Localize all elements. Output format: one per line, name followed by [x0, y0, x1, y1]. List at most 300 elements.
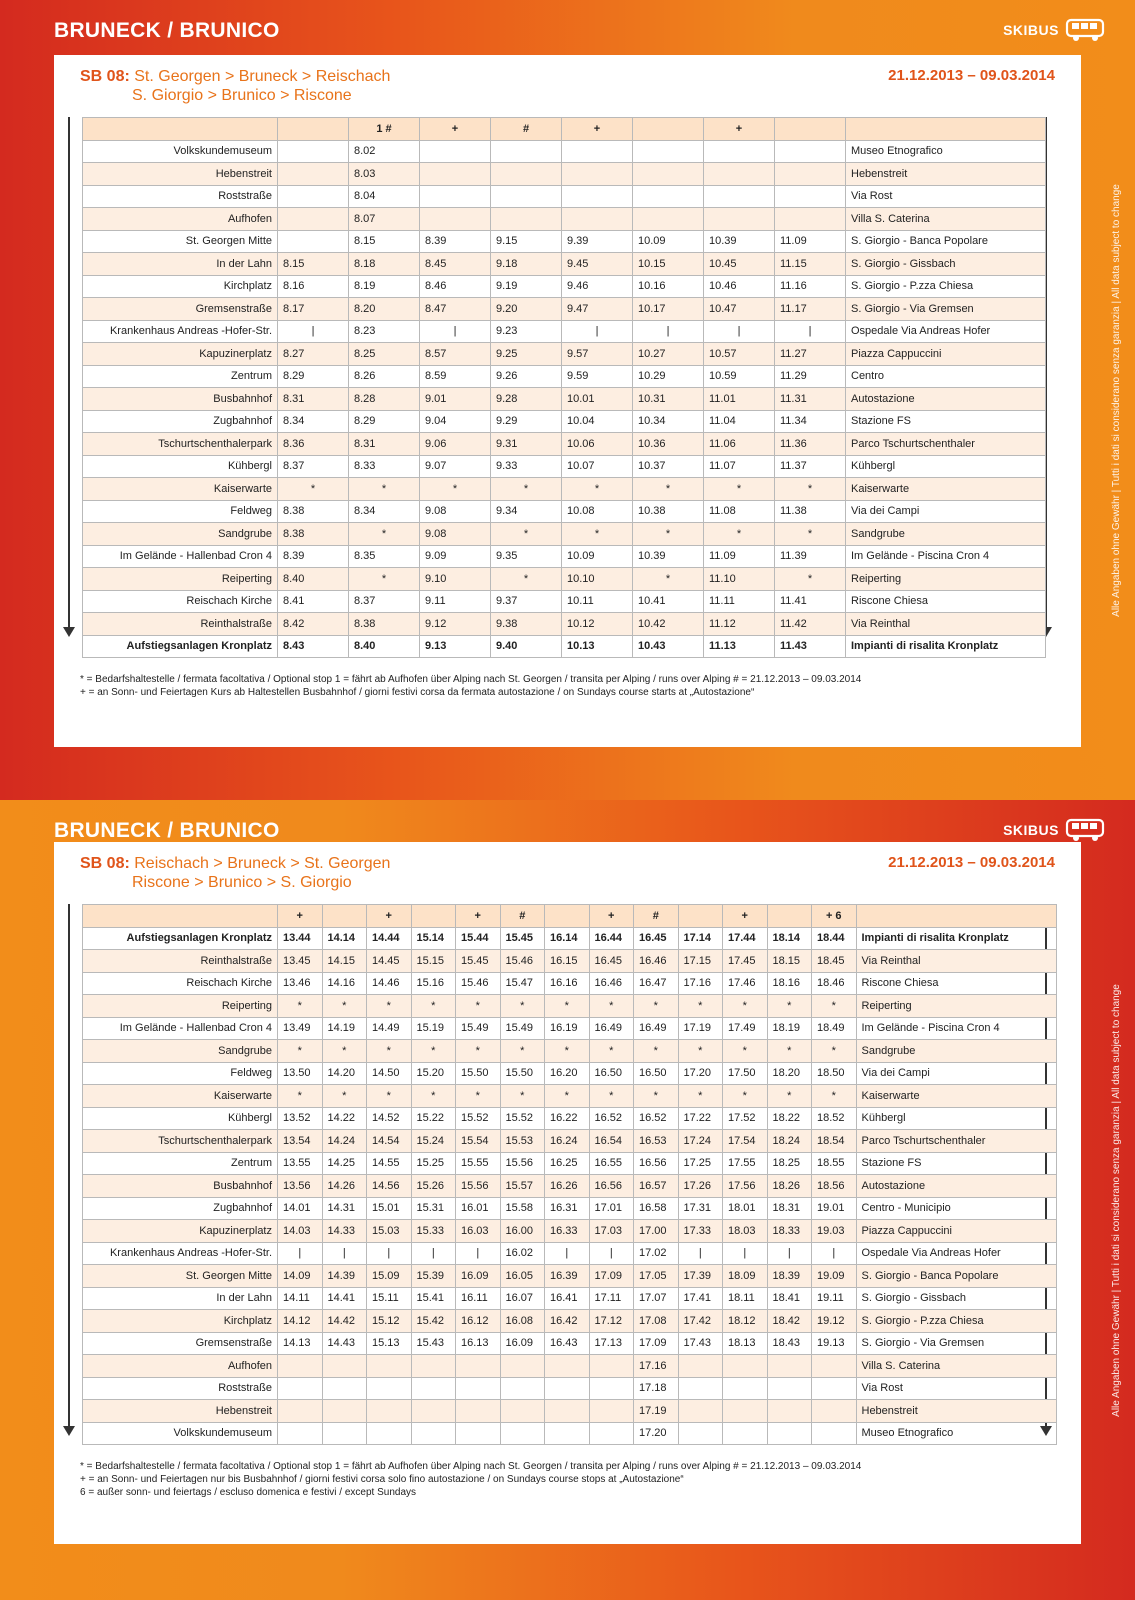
departure-time: 11.12 — [704, 613, 775, 636]
departure-time — [456, 1355, 501, 1378]
departure-time: 8.39 — [420, 230, 491, 253]
departure-time: 8.25 — [349, 343, 420, 366]
departure-time: * — [491, 523, 562, 546]
stop-name-it: Reiperting — [856, 995, 1056, 1018]
departure-time: | — [545, 1242, 590, 1265]
timetable-panel-2 — [0, 800, 1135, 1600]
departure-time: 17.25 — [678, 1152, 723, 1175]
departure-time: 11.39 — [775, 545, 846, 568]
table-row — [83, 1332, 1057, 1355]
departure-time: 9.13 — [420, 635, 491, 658]
departure-time — [775, 140, 846, 163]
departure-time: 10.34 — [633, 410, 704, 433]
stop-name-it: S. Giorgio - Via Gremsen — [846, 298, 1046, 321]
column-marker: + — [704, 118, 775, 141]
column-marker: # — [500, 905, 545, 928]
departure-time — [562, 208, 633, 231]
departure-time: 10.15 — [633, 253, 704, 276]
departure-time: 17.02 — [634, 1242, 679, 1265]
departure-time: 14.44 — [367, 927, 412, 950]
stop-name-de: Kaiserwarte — [83, 478, 278, 501]
departure-time: 8.16 — [278, 275, 349, 298]
brand-logo — [1003, 18, 1107, 42]
departure-time: 11.31 — [775, 388, 846, 411]
departure-time: 15.12 — [367, 1310, 412, 1333]
departure-time — [767, 1422, 812, 1445]
stop-name-it: Hebenstreit — [856, 1400, 1056, 1423]
departure-time — [278, 185, 349, 208]
departure-time: 14.22 — [322, 1107, 367, 1130]
column-marker: + — [723, 905, 768, 928]
departure-time: 16.09 — [500, 1332, 545, 1355]
departure-time: 17.20 — [634, 1422, 679, 1445]
departure-time: 16.46 — [589, 972, 634, 995]
departure-time: 10.45 — [704, 253, 775, 276]
departure-time: 9.31 — [491, 433, 562, 456]
departure-time: 10.04 — [562, 410, 633, 433]
departure-time: 18.01 — [723, 1197, 768, 1220]
stop-name-it: Museo Etnografico — [846, 140, 1046, 163]
departure-time — [775, 163, 846, 186]
departure-time: 18.39 — [767, 1265, 812, 1288]
departure-time: 9.10 — [420, 568, 491, 591]
departure-time: 15.39 — [411, 1265, 456, 1288]
departure-time: 16.58 — [634, 1197, 679, 1220]
departure-time — [812, 1377, 857, 1400]
departure-time: 9.28 — [491, 388, 562, 411]
table-row — [83, 140, 1046, 163]
departure-time: 10.59 — [704, 365, 775, 388]
stop-name-it: Via Reinthal — [846, 613, 1046, 636]
departure-time: 10.43 — [633, 635, 704, 658]
departure-time: 10.31 — [633, 388, 704, 411]
departure-time: * — [349, 523, 420, 546]
column-marker — [545, 905, 590, 928]
column-marker: + — [589, 905, 634, 928]
departure-time: 9.18 — [491, 253, 562, 276]
departure-time: 15.13 — [367, 1332, 412, 1355]
departure-time: 17.12 — [589, 1310, 634, 1333]
departure-time: 8.47 — [420, 298, 491, 321]
departure-time: 16.22 — [545, 1107, 590, 1130]
departure-time: 15.49 — [500, 1017, 545, 1040]
stop-name-it: Piazza Cappuccini — [856, 1220, 1056, 1243]
stop-name-it: Via Rost — [856, 1377, 1056, 1400]
departure-time: * — [456, 1085, 501, 1108]
stop-name-de: Aufstiegsanlagen Kronplatz — [83, 635, 278, 658]
stop-name-it: Ospedale Via Andreas Hofer — [846, 320, 1046, 343]
departure-time: 16.13 — [456, 1332, 501, 1355]
timetable-table — [82, 904, 1057, 1445]
departure-time: 10.01 — [562, 388, 633, 411]
departure-time: * — [767, 1085, 812, 1108]
departure-time: 16.02 — [500, 1242, 545, 1265]
departure-time: * — [767, 995, 812, 1018]
column-marker: + — [420, 118, 491, 141]
table-header-row — [83, 118, 1046, 141]
table-row — [83, 1107, 1057, 1130]
departure-time — [500, 1377, 545, 1400]
departure-time — [545, 1400, 590, 1423]
stop-name-it: Piazza Cappuccini — [846, 343, 1046, 366]
departure-time: 16.12 — [456, 1310, 501, 1333]
disclaimer-side-note: Alle Angaben ohne Gewähr | Tutti i dati si considerano senza garanzia | All data subject to change — [1110, 983, 1122, 1417]
departure-time — [322, 1377, 367, 1400]
departure-time: 16.33 — [545, 1220, 590, 1243]
table-row — [83, 950, 1057, 973]
stop-name-it: Via dei Campi — [846, 500, 1046, 523]
departure-time: 9.09 — [420, 545, 491, 568]
table-row — [83, 163, 1046, 186]
departure-time: 15.03 — [367, 1220, 412, 1243]
departure-time: 18.43 — [767, 1332, 812, 1355]
departure-time: | — [456, 1242, 501, 1265]
departure-time: 16.25 — [545, 1152, 590, 1175]
departure-time: 16.00 — [500, 1220, 545, 1243]
departure-time: 10.17 — [633, 298, 704, 321]
departure-time: * — [678, 1040, 723, 1063]
departure-time: 9.08 — [420, 500, 491, 523]
departure-time: 14.11 — [278, 1287, 323, 1310]
departure-time: * — [562, 478, 633, 501]
departure-time: 10.39 — [633, 545, 704, 568]
departure-time: 15.20 — [411, 1062, 456, 1085]
stop-name-it: Impianti di risalita Kronplatz — [856, 927, 1056, 950]
stop-name-de: Aufhofen — [83, 208, 278, 231]
stop-name-it: Kaiserwarte — [846, 478, 1046, 501]
departure-time: 10.38 — [633, 500, 704, 523]
departure-time — [456, 1400, 501, 1423]
departure-time — [411, 1400, 456, 1423]
departure-time: | — [723, 1242, 768, 1265]
departure-time: * — [367, 995, 412, 1018]
route-code: SB 08: — [80, 68, 130, 85]
departure-time: 15.56 — [500, 1152, 545, 1175]
table-row — [83, 972, 1057, 995]
departure-time: 14.54 — [367, 1130, 412, 1153]
departure-time: * — [634, 1040, 679, 1063]
departure-time: 10.29 — [633, 365, 704, 388]
timetable-table — [82, 117, 1046, 658]
departure-time: 18.19 — [767, 1017, 812, 1040]
table-row — [83, 1265, 1057, 1288]
departure-time: 8.26 — [349, 365, 420, 388]
table-row — [83, 478, 1046, 501]
departure-time: 8.41 — [278, 590, 349, 613]
departure-time — [456, 1377, 501, 1400]
stop-name-de: Aufhofen — [83, 1355, 278, 1378]
departure-time: 17.07 — [634, 1287, 679, 1310]
table-row — [83, 230, 1046, 253]
route-title — [80, 854, 390, 892]
departure-time — [812, 1355, 857, 1378]
departure-time: * — [812, 1040, 857, 1063]
departure-time: 14.24 — [322, 1130, 367, 1153]
departure-time: 10.13 — [562, 635, 633, 658]
departure-time — [678, 1377, 723, 1400]
stop-name-de: Roststraße — [83, 185, 278, 208]
departure-time: 16.03 — [456, 1220, 501, 1243]
departure-time: 9.34 — [491, 500, 562, 523]
departure-time: 15.14 — [411, 927, 456, 950]
table-row — [83, 1400, 1057, 1423]
departure-time: 18.09 — [723, 1265, 768, 1288]
stop-name-it: S. Giorgio - Banca Popolare — [856, 1265, 1056, 1288]
departure-time: * — [411, 1085, 456, 1108]
stop-name-it: S. Giorgio - Gissbach — [846, 253, 1046, 276]
stop-name-de: St. Georgen Mitte — [83, 1265, 278, 1288]
departure-time — [420, 185, 491, 208]
departure-time: 18.56 — [812, 1175, 857, 1198]
departure-time: 8.34 — [278, 410, 349, 433]
departure-time: 8.03 — [349, 163, 420, 186]
departure-time: 16.47 — [634, 972, 679, 995]
stop-name-de: Tschurtschenthalerpark — [83, 433, 278, 456]
departure-time — [589, 1355, 634, 1378]
departure-time: 16.15 — [545, 950, 590, 973]
departure-time: 15.54 — [456, 1130, 501, 1153]
table-row — [83, 590, 1046, 613]
departure-time: * — [633, 478, 704, 501]
table-row — [83, 523, 1046, 546]
route-code: SB 08: — [80, 855, 130, 872]
departure-time: 16.54 — [589, 1130, 634, 1153]
departure-time: 15.56 — [456, 1175, 501, 1198]
stop-name-it: S. Giorgio - Via Gremsen — [856, 1332, 1056, 1355]
departure-time: 11.10 — [704, 568, 775, 591]
departure-time: 16.24 — [545, 1130, 590, 1153]
table-row — [83, 388, 1046, 411]
departure-time — [545, 1377, 590, 1400]
stop-name-de: Busbahnhof — [83, 388, 278, 411]
departure-time: 13.45 — [278, 950, 323, 973]
stop-name-it: S. Giorgio - Banca Popolare — [846, 230, 1046, 253]
departure-time: 18.44 — [812, 927, 857, 950]
departure-time: 14.26 — [322, 1175, 367, 1198]
departure-time — [678, 1400, 723, 1423]
bus-icon — [1065, 818, 1107, 842]
departure-time: 9.20 — [491, 298, 562, 321]
departure-time: 19.03 — [812, 1220, 857, 1243]
departure-time: 8.28 — [349, 388, 420, 411]
departure-time: 17.01 — [589, 1197, 634, 1220]
departure-time: 11.38 — [775, 500, 846, 523]
departure-time: 14.41 — [322, 1287, 367, 1310]
departure-time: 9.15 — [491, 230, 562, 253]
departure-time: 16.08 — [500, 1310, 545, 1333]
stop-name-de: Krankenhaus Andreas -Hofer-Str. — [83, 1242, 278, 1265]
departure-time — [723, 1377, 768, 1400]
table-row — [83, 500, 1046, 523]
departure-time: 11.06 — [704, 433, 775, 456]
departure-time: 16.56 — [634, 1152, 679, 1175]
departure-time: 15.16 — [411, 972, 456, 995]
departure-time: 14.15 — [322, 950, 367, 973]
timetable-card — [54, 55, 1081, 747]
stop-name-de: Feldweg — [83, 1062, 278, 1085]
table-row — [83, 1355, 1057, 1378]
stop-name-de: Tschurtschenthalerpark — [83, 1130, 278, 1153]
table-row — [83, 635, 1046, 658]
departure-time — [562, 140, 633, 163]
departure-time: 8.29 — [278, 365, 349, 388]
departure-time: 10.39 — [704, 230, 775, 253]
departure-time — [278, 163, 349, 186]
departure-time — [589, 1422, 634, 1445]
stop-name-it: S. Giorgio - P.zza Chiesa — [846, 275, 1046, 298]
departure-time — [812, 1400, 857, 1423]
table-row — [83, 1062, 1057, 1085]
departure-time — [812, 1422, 857, 1445]
departure-time: 8.38 — [278, 500, 349, 523]
departure-time: 9.40 — [491, 635, 562, 658]
departure-time: 13.49 — [278, 1017, 323, 1040]
departure-time: 10.06 — [562, 433, 633, 456]
departure-time: 8.19 — [349, 275, 420, 298]
departure-time: 8.18 — [349, 253, 420, 276]
departure-time: 14.19 — [322, 1017, 367, 1040]
departure-time: 14.33 — [322, 1220, 367, 1243]
departure-time: 8.57 — [420, 343, 491, 366]
departure-time: 15.52 — [456, 1107, 501, 1130]
departure-time: 11.09 — [704, 545, 775, 568]
table-row — [83, 410, 1046, 433]
stop-name-it: Kaiserwarte — [856, 1085, 1056, 1108]
stop-name-it: Kühbergl — [856, 1107, 1056, 1130]
departure-time: 11.07 — [704, 455, 775, 478]
departure-time: * — [775, 523, 846, 546]
column-marker — [633, 118, 704, 141]
header-cell-empty — [846, 118, 1046, 141]
table-row — [83, 545, 1046, 568]
departure-time: 13.44 — [278, 927, 323, 950]
departure-time: * — [704, 523, 775, 546]
departure-time: 11.15 — [775, 253, 846, 276]
departure-time: * — [812, 995, 857, 1018]
departure-time: 18.45 — [812, 950, 857, 973]
departure-time: 14.52 — [367, 1107, 412, 1130]
bus-icon — [1065, 18, 1107, 42]
departure-time — [775, 208, 846, 231]
table-row — [83, 1017, 1057, 1040]
departure-time — [589, 1400, 634, 1423]
route-title — [80, 67, 390, 105]
departure-time: * — [704, 478, 775, 501]
departure-time — [633, 163, 704, 186]
departure-time: 16.42 — [545, 1310, 590, 1333]
departure-time — [633, 208, 704, 231]
departure-time: 8.37 — [349, 590, 420, 613]
departure-time: 15.24 — [411, 1130, 456, 1153]
departure-time — [633, 140, 704, 163]
stop-name-de: Reinthalstraße — [83, 950, 278, 973]
departure-time — [704, 208, 775, 231]
departure-time: * — [278, 478, 349, 501]
table-row — [83, 185, 1046, 208]
header-cell-empty — [83, 118, 278, 141]
departure-time — [704, 140, 775, 163]
departure-time: 17.15 — [678, 950, 723, 973]
departure-time — [775, 185, 846, 208]
departure-time: 11.36 — [775, 433, 846, 456]
departure-time: 14.09 — [278, 1265, 323, 1288]
header-cell-empty — [856, 905, 1056, 928]
stop-name-de: Zugbahnhof — [83, 410, 278, 433]
departure-time: * — [322, 1040, 367, 1063]
stop-name-de: Roststraße — [83, 1377, 278, 1400]
departure-time: 16.01 — [456, 1197, 501, 1220]
departure-time: 15.01 — [367, 1197, 412, 1220]
departure-time: * — [723, 995, 768, 1018]
table-row — [83, 927, 1057, 950]
departure-time — [545, 1422, 590, 1445]
stop-name-it: Sandgrube — [856, 1040, 1056, 1063]
departure-time — [723, 1400, 768, 1423]
departure-time: 13.50 — [278, 1062, 323, 1085]
table-row — [83, 1422, 1057, 1445]
departure-time — [491, 185, 562, 208]
departure-time: 17.31 — [678, 1197, 723, 1220]
departure-time: 11.43 — [775, 635, 846, 658]
table-header-row — [83, 905, 1057, 928]
stop-name-de: Sandgrube — [83, 523, 278, 546]
departure-time: 8.31 — [278, 388, 349, 411]
departure-time: 16.43 — [545, 1332, 590, 1355]
departure-time — [545, 1355, 590, 1378]
departure-time: 9.08 — [420, 523, 491, 546]
departure-time: 17.46 — [723, 972, 768, 995]
departure-time: 18.33 — [767, 1220, 812, 1243]
departure-time: 10.12 — [562, 613, 633, 636]
departure-time: | — [589, 1242, 634, 1265]
departure-time: | — [322, 1242, 367, 1265]
departure-time: 9.38 — [491, 613, 562, 636]
departure-time — [367, 1377, 412, 1400]
footnote-line: * = Bedarfshaltestelle / fermata facoltativa / Optional stop 1 = fährt ab Aufhofen über Alping nach St. Georgen / transita per Alping / runs over Alping # = 21.12.2013 – 09.03.2014 — [80, 1461, 862, 1472]
departure-time — [500, 1400, 545, 1423]
departure-time: | — [704, 320, 775, 343]
stop-name-it: Impianti di risalita Kronplatz — [846, 635, 1046, 658]
departure-time — [411, 1422, 456, 1445]
departure-time: 8.07 — [349, 208, 420, 231]
stop-name-it: Via dei Campi — [856, 1062, 1056, 1085]
departure-time: 8.45 — [420, 253, 491, 276]
table-row — [83, 253, 1046, 276]
departure-time — [491, 140, 562, 163]
departure-time: 10.46 — [704, 275, 775, 298]
departure-time: 9.59 — [562, 365, 633, 388]
column-marker: + — [278, 905, 323, 928]
stop-name-it: Via Rost — [846, 185, 1046, 208]
departure-time: 17.22 — [678, 1107, 723, 1130]
departure-time: 15.50 — [456, 1062, 501, 1085]
departure-time — [723, 1422, 768, 1445]
departure-time: 16.09 — [456, 1265, 501, 1288]
departure-time — [420, 208, 491, 231]
departure-time: | — [411, 1242, 456, 1265]
departure-time: 16.49 — [634, 1017, 679, 1040]
stop-name-de: In der Lahn — [83, 253, 278, 276]
stop-name-it: Centro — [846, 365, 1046, 388]
departure-time: 16.55 — [589, 1152, 634, 1175]
footnote-line: + = an Sonn- und Feiertagen nur bis Busbahnhof / giorni festivi corsa solo fino autostazione / on Sundays course stops at „Autostazione“ — [80, 1474, 684, 1485]
departure-time: 19.13 — [812, 1332, 857, 1355]
departure-time: * — [723, 1040, 768, 1063]
departure-time: * — [678, 1085, 723, 1108]
departure-time: 9.01 — [420, 388, 491, 411]
footnotes — [80, 1460, 861, 1499]
departure-time: 16.45 — [589, 950, 634, 973]
